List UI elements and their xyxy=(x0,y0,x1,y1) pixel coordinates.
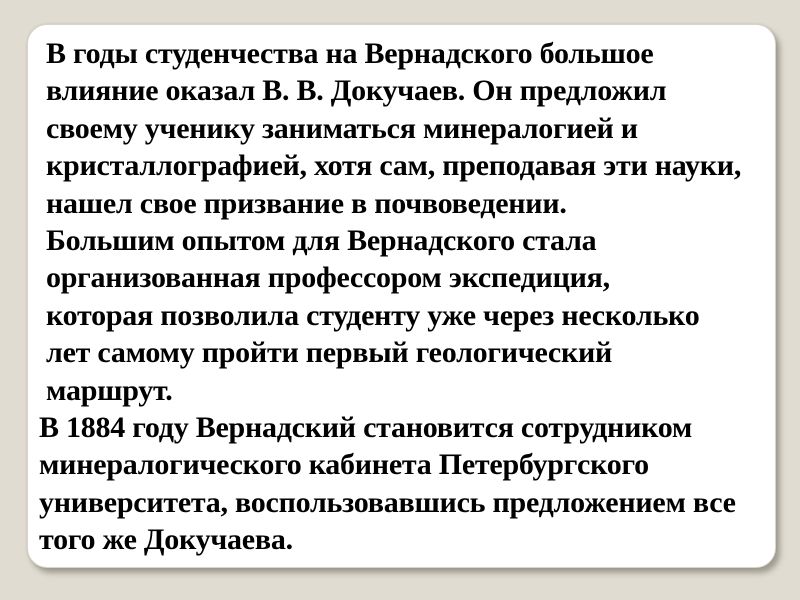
paragraph-student-years xyxy=(46,35,741,409)
text-line: В годы студенчества на Вернадского большое xyxy=(46,37,654,70)
slide-card xyxy=(27,24,776,568)
text-line: минералогического кабинета Петербургского xyxy=(39,448,649,482)
text-line: того же Докучаева. xyxy=(39,523,293,557)
text-line: которая позволила студенту уже через несколько xyxy=(46,298,700,332)
text-line: нашел свое призвание в почвоведении. xyxy=(46,186,567,220)
text-line: В 1884 году Вернадский становится сотрудником xyxy=(39,411,693,444)
text-line: своему ученику заниматься минералогией и xyxy=(46,111,638,145)
text-line: маршрут. xyxy=(46,373,173,407)
paragraph-1884-job xyxy=(39,409,736,559)
text-line: лет самому пройти первый геологический xyxy=(46,336,613,370)
text-line: Большим опытом для Вернадского стала xyxy=(46,224,597,258)
text-line: влияние оказал В. В. Докучаев. Он предложил xyxy=(46,74,667,108)
text-line: организованная профессором экспедиция, xyxy=(46,261,610,295)
text-line: кристаллографией, хотя сам, преподавая эти науки, xyxy=(46,149,742,183)
text-line: университета, воспользовавшись предложением все xyxy=(39,485,736,519)
